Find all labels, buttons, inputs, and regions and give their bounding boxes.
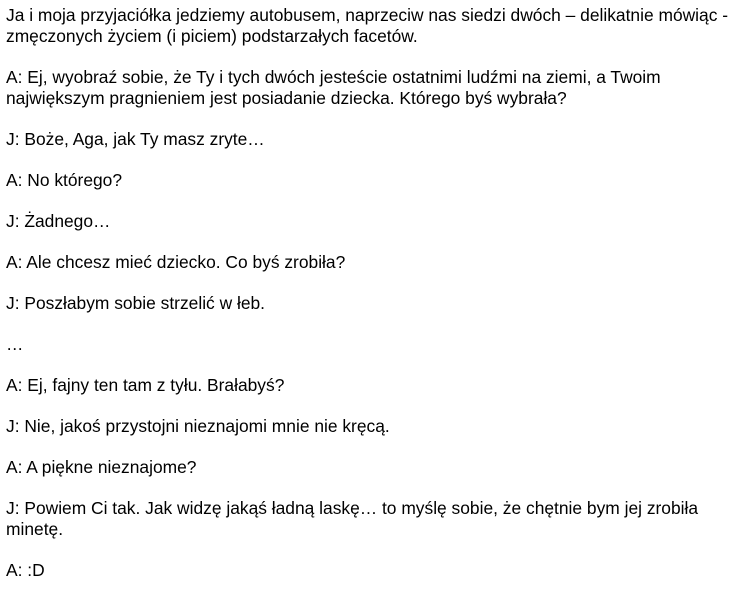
dialogue-line: A: Ale chcesz mieć dziecko. Co byś zrobiła? — [6, 252, 346, 272]
dialogue-line: A: :D — [6, 560, 45, 580]
dialogue-line: J: Boże, Aga, jak Ty masz zryte… — [6, 129, 265, 149]
dialogue-line: A: A piękne nieznajome? — [6, 457, 197, 477]
ellipsis-separator: … — [6, 334, 24, 354]
document-body — [6, 5, 738, 601]
dialogue-line: J: Żadnego… — [6, 211, 111, 231]
dialogue-line: J: Powiem Ci tak. Jak widzę jakąś ładną laskę… to myślę sobie, że chętnie bym jej zrobiła minetę. — [6, 498, 699, 539]
dialogue-line: J: Nie, jakoś przystojni nieznajomi mnie nie kręcą. — [6, 416, 390, 436]
dialogue-line: A: Ej, fajny ten tam z tyłu. Brałabyś? — [6, 375, 285, 395]
dialogue-line: J: Poszłabym sobie strzelić w łeb. — [6, 293, 266, 313]
dialogue-line: A: No którego? — [6, 170, 123, 190]
dialogue-line: A: Ej, wyobraź sobie, że Ty i tych dwóch jesteście ostatnimi ludźmi na ziemi, a Twoim największym pragnieniem jest posiadanie dziecka. Którego byś wybrała? — [6, 67, 661, 108]
paragraph-intro: Ja i moja przyjaciółka jedziemy autobusem, naprzeciw nas siedzi dwóch – delikatnie mówiąc - zmęczonych życiem (i piciem) podstarzałych facetów. — [6, 5, 729, 46]
